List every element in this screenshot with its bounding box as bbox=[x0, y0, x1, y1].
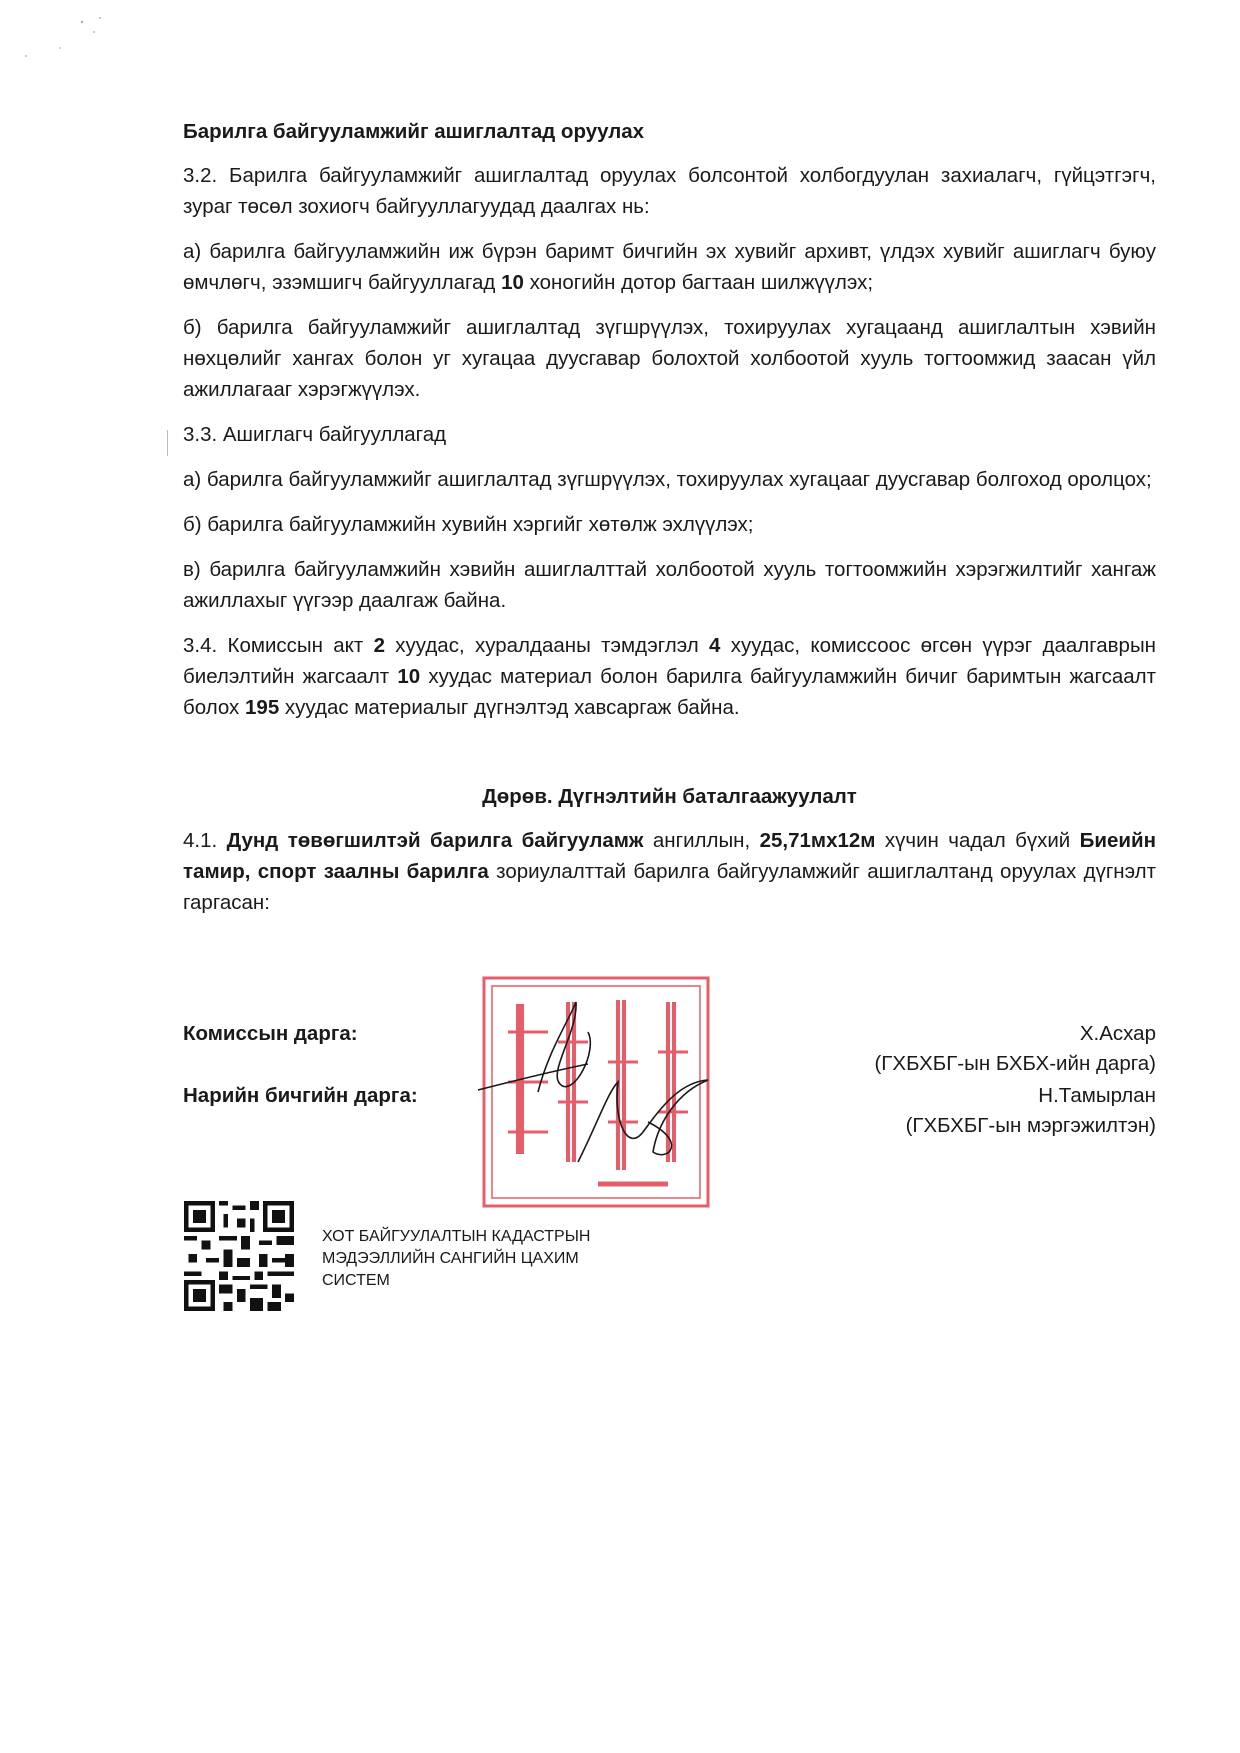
paragraph-3-2-a: а) барилга байгууламжийн иж бүрэн баримт бичгийн эх хувийг архивт, үлдэх хувийг ашиглагч буюу өмчлөгч, эзэмшигч байгууллагад 10 хоногийн дотор багтаан шилжүүлэх; bbox=[183, 240, 1156, 294]
paragraph-3-2: 3.2. Барилга байгууламжийг ашиглалтад оруулах болсонтой холбогдуулан захиалагч, гүйцэтгэгч, зураг төсөл зохиогч байгууллагуудад даалгах нь: bbox=[183, 164, 1156, 218]
paragraph-3-3-a: а) барилга байгууламжийг ашиглалтад зүгшрүүлэх, тохируулах хугацааг дуусгавар болгоход оролцох; bbox=[183, 468, 1152, 491]
paragraph-3-3-c: в) барилга байгууламжийн хэвийн ашиглалттай холбоотой хууль тогтоомжийн хэрэгжилтийг хангаж ажиллахыг үүгээр даалгаж байна. bbox=[183, 558, 1156, 612]
paragraph-4-1: 4.1. Дунд төвөгшилтэй барилга байгууламж ангиллын, 25,71мх12м хүчин чадал бүхий Биеийн тамир, спорт заалны барилга зориулалттай барилга байгууламжийг ашиглалтанд оруулах дүгнэлт гаргасан: bbox=[183, 829, 1156, 914]
section-4-heading: Дөрөв. Дүгнэлтийн баталгаажуулалт bbox=[482, 785, 857, 808]
secretary-title: (ГХБХБГ-ын мэргэжилтэн) bbox=[905, 1114, 1156, 1137]
margin-mark bbox=[167, 430, 168, 456]
paragraph-3-3: 3.3. Ашиглагч байгууллагад bbox=[183, 423, 447, 446]
chair-name: Х.Асхар bbox=[1079, 1022, 1156, 1045]
paragraph-3-2-b: б) барилга байгууламжийг ашиглалтад зүгшрүүлэх, тохируулах хугацаанд ашиглалтын хэвийн нөхцөлийг хангах болон уг хугацаа дуусгавар болохтой холбоотой хууль тогтоомжид заасан үйл ажиллагааг хэрэгжүүлэх. bbox=[183, 316, 1156, 401]
chair-label: Комиссын дарга: bbox=[183, 1022, 358, 1045]
official-stamp bbox=[478, 972, 714, 1214]
secretary-label: Нарийн бичгийн дарга: bbox=[183, 1084, 418, 1107]
document-body bbox=[183, 118, 1156, 932]
scan-artifact bbox=[20, 10, 140, 70]
footer-system-name: ХОТ БАЙГУУЛАЛТЫН КАДАСТРЫН МЭДЭЭЛЛИЙН САНГИЙН ЦАХИМ СИСТЕМ bbox=[322, 1228, 591, 1289]
chair-title: (ГХБХБГ-ын БХБХ-ийн дарга) bbox=[874, 1052, 1156, 1075]
section-heading: Барилга байгууламжийг ашиглалтад оруулах bbox=[183, 120, 645, 143]
secretary-name: Н.Тамырлан bbox=[1038, 1084, 1156, 1107]
paragraph-3-3-b: б) барилга байгууламжийн хувийн хэргийг хөтөлж эхлүүлэх; bbox=[183, 513, 754, 536]
paragraph-3-4: 3.4. Комиссын акт 2 хуудас, хуралдааны тэмдэглэл 4 хуудас, комиссоос өгсөн үүрэг даалгаврын биелэлтийн жагсаалт 10 хуудас материал болон барилга байгууламжийн бичиг баримтын жагсаалт болох 195 хуудас материалыг дүгнэлтэд хавсаргаж байна. bbox=[183, 634, 1156, 719]
qr-code bbox=[184, 1201, 294, 1311]
